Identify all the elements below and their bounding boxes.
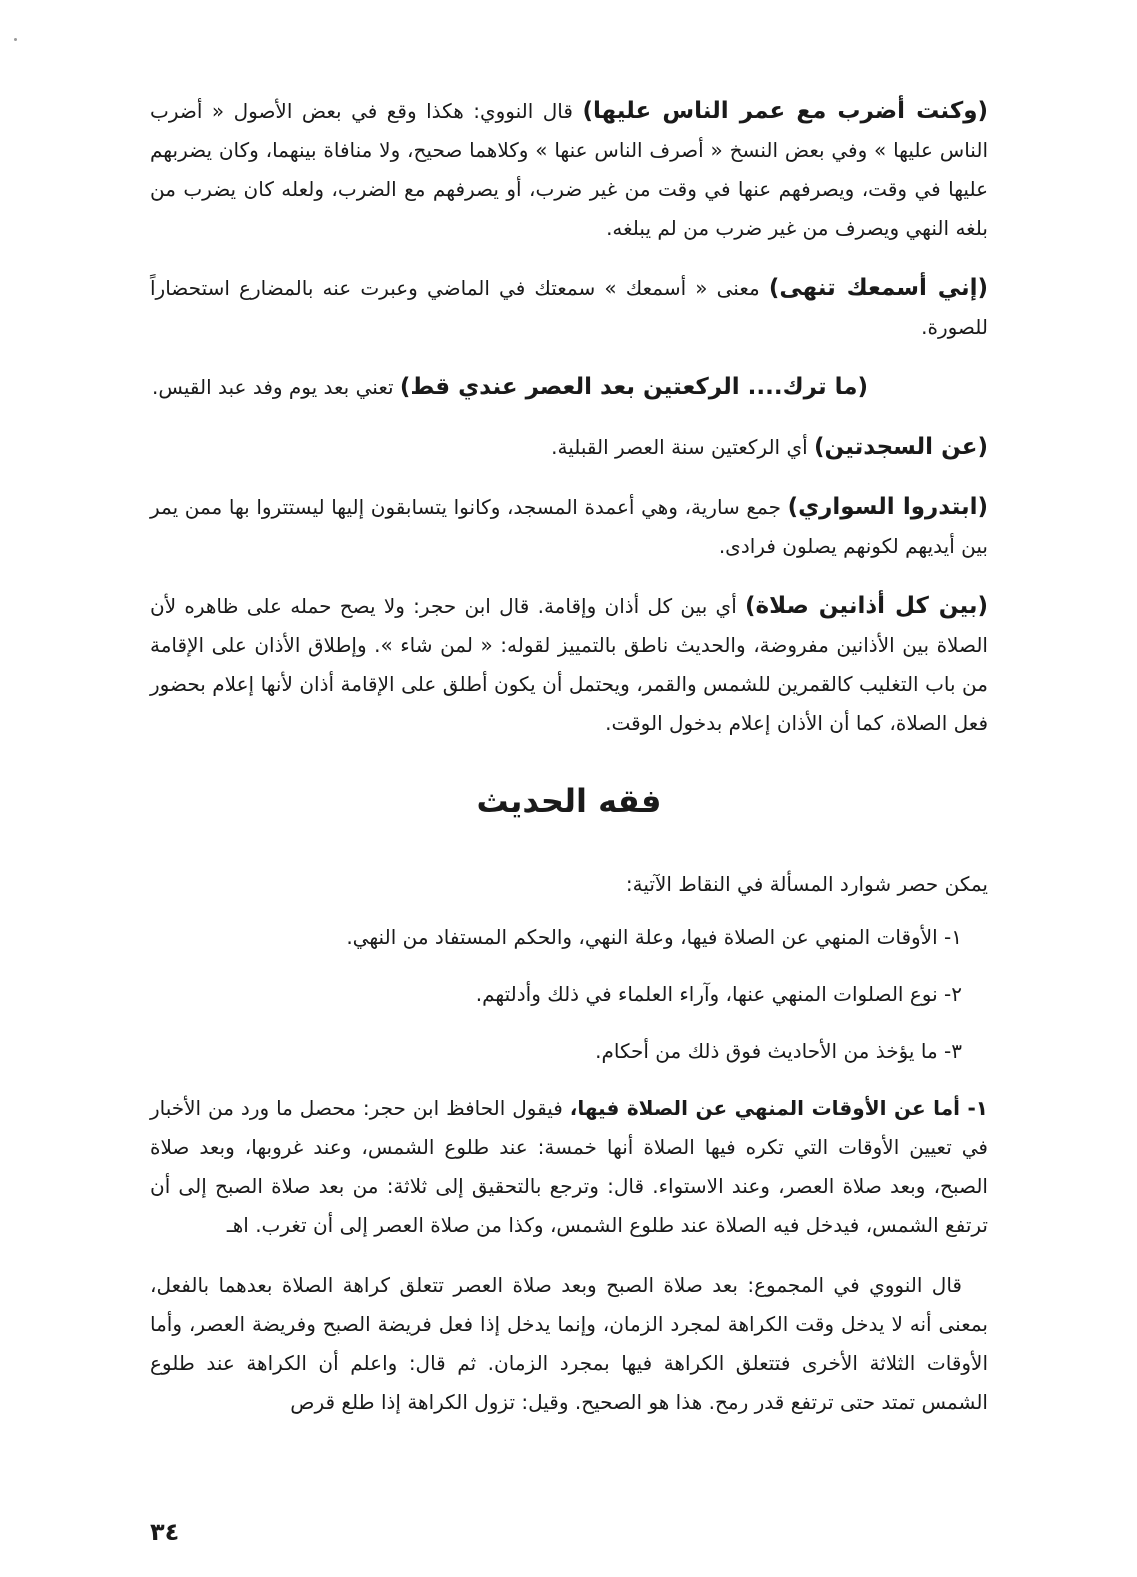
paragraph-text: أي بين كل أذان وإقامة. قال ابن حجر: ولا يصح حمله على ظاهره لأن الصلاة بين الأذانين مفروضة، والحديث ناطق بالتمييز لقوله: « لمن شاء ». وإطلاق الأذان على الإقامة من باب التغليب كالقمرين للشمس والقمر، ويحتمل أن يكون أطلق على الإقامة أذان لأنها إعلام بحضور فعل الصلاة، كما أن الأذان إعلام بدخول الوقت.	[150, 594, 988, 735]
paragraph-wakuntu	[150, 92, 988, 248]
list-item: ٣- ما يؤخذ من الأحاديث فوق ذلك من أحكام.	[595, 1039, 962, 1063]
paragraph-lead: ١- أما عن الأوقات المنهي عن الصلاة فيها،	[569, 1096, 988, 1120]
paragraph-sajdatain	[150, 428, 988, 467]
paragraph-text: تعني بعد يوم وفد عبد القيس.	[151, 375, 400, 399]
paragraph-ibtadaru	[150, 488, 988, 566]
term-heading: (وكنت أضرب مع عمر الناس عليها)	[582, 98, 989, 124]
paragraph-ma-taraka	[150, 368, 988, 407]
term-heading: (ابتدروا السواري)	[787, 494, 988, 520]
term-heading: (بين كل أذانين صلاة)	[745, 593, 989, 619]
term-heading: (إني أسمعك تنهى)	[768, 275, 988, 301]
paragraph-text: قال النووي: هكذا وقع في بعض الأصول « أضرب الناس عليها » وفي بعض النسخ « أصرف الناس عنها » وكلاهما صحيح، ولا منافاة بينهما، وكان يضربهم عليها في وقت، ويصرفهم عنها في وقت من غير ضرب، أو يصرفهم مع الضرب، ولعله كان يضرب من بلغه النهي ويصرف من غير ضرب من لم يبلغه.	[150, 99, 988, 240]
term-heading: (ما ترك.... الركعتين بعد العصر عندي قط)	[399, 374, 868, 400]
paragraph-asmauka	[150, 269, 988, 347]
paragraph-text: معنى « أسمعك » سمعتك في الماضي وعبرت عنه بالمضارع استحضاراً للصورة.	[150, 276, 988, 339]
paragraph-times	[150, 1089, 988, 1245]
intro-line: يمكن حصر شوارد المسألة في النقاط الآتية:	[625, 872, 988, 896]
paragraph-text: أي الركعتين سنة العصر القبلية.	[551, 435, 815, 459]
page-number: ٣٤	[150, 1518, 180, 1546]
list-item: ٢- نوع الصلوات المنهي عنها، وآراء العلماء في ذلك وأدلتهم.	[475, 982, 962, 1006]
scan-speck	[14, 38, 17, 41]
page-body	[150, 92, 988, 1443]
paragraph-nawawi: قال النووي في المجموع: بعد صلاة الصبح وبعد صلاة العصر تتعلق كراهة الصلاة بعدهما بالفعل، بمعنى أنه لا يدخل وقت الكراهة لمجرد الزمان، وإنما يدخل إذا فعل فريضة الصبح وفريضة العصر، وأما الأوقات الثلاثة الأخرى فتتعلق الكراهة فيها بمجرد الزمان. ثم قال: واعلم أن الكراهة عند طلوع الشمس تمتد حتى ترتفع قدر رمح. هذا هو الصحيح. وقيل: تزول الكراهة إذا طلع قرص	[150, 1273, 988, 1414]
paragraph-text: جمع سارية، وهي أعمدة المسجد، وكانوا يتسابقون إليها ليستتروا بها ممن يمر بين أيديهم لكونهم يصلون فرادى.	[150, 495, 988, 558]
section-title: فقه الحديث	[476, 782, 662, 820]
paragraph-text: فيقول الحافظ ابن حجر: محصل ما ورد من الأخبار في تعيين الأوقات التي تكره فيها الصلاة أنها خمسة: عند طلوع الشمس، وعند غروبها، وبعد صلاة الصبح، وبعد صلاة العصر، وعند الاستواء. قال: وترجع بالتحقيق إلى ثلاثة: من بعد صلاة الصبح إلى أن ترتفع الشمس، فيدخل فيه الصلاة عند طلوع الشمس، وكذا من صلاة العصر إلى أن تغرب. اهـ	[150, 1096, 988, 1237]
paragraph-adhanain	[150, 587, 988, 743]
term-heading: (عن السجدتين)	[814, 434, 988, 460]
list-item: ١- الأوقات المنهي عن الصلاة فيها، وعلة النهي، والحكم المستفاد من النهي.	[346, 925, 962, 949]
